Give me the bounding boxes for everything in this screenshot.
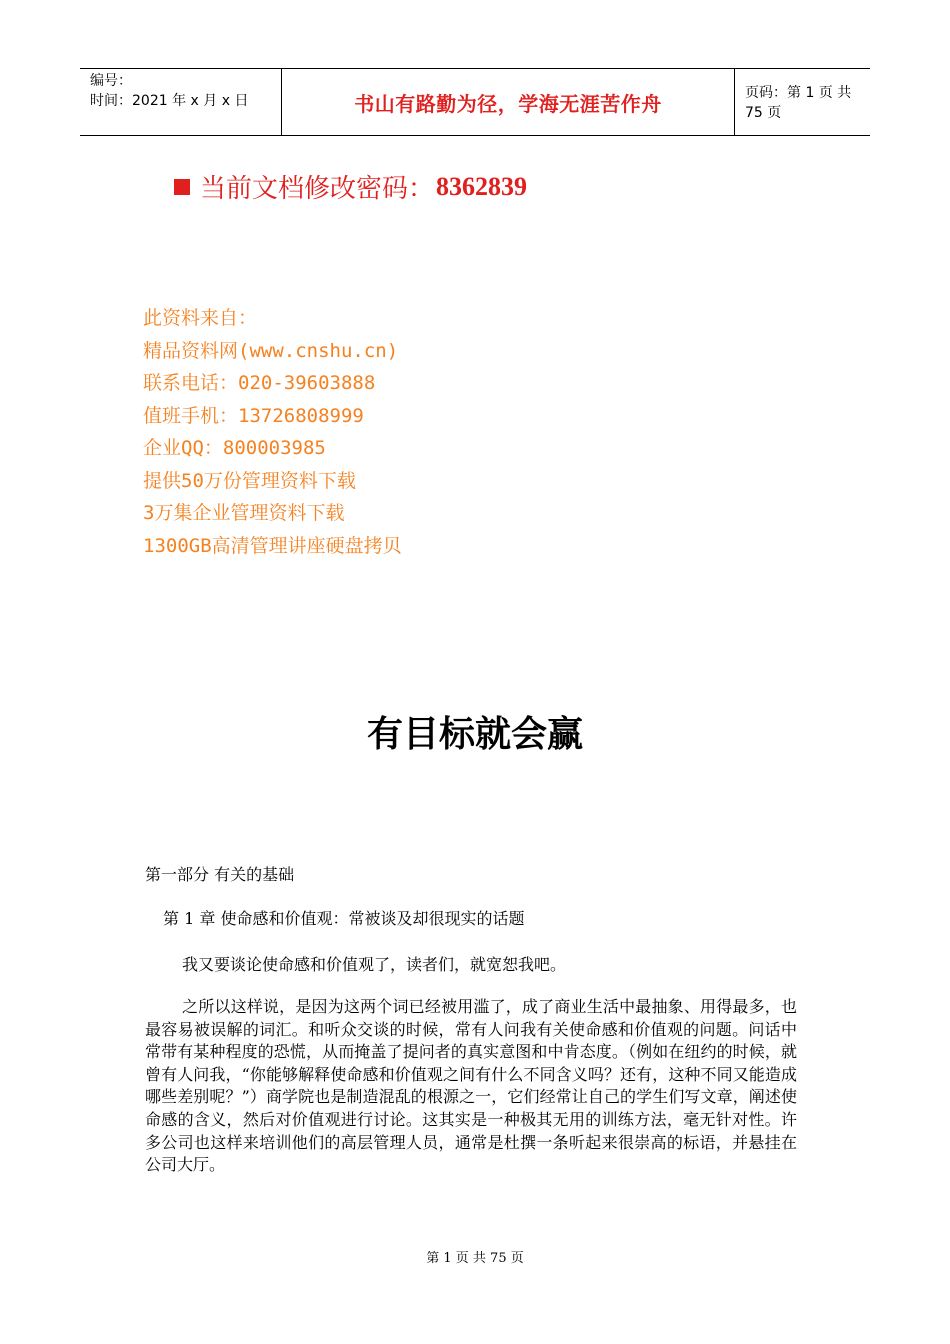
source-line: 提供50万份管理资料下载	[143, 469, 356, 492]
page-footer: 第 1 页 共 75 页	[426, 1251, 524, 1266]
source-line: 联系电话：020-39603888	[143, 372, 376, 394]
doc-title: 有目标就会赢	[366, 714, 583, 755]
part-heading: 第一部分 有关的基础	[145, 865, 295, 884]
header-table	[80, 68, 870, 136]
body-paragraph: 我又要谈论使命感和价值观了，读者们，就宽恕我吧。	[182, 955, 567, 974]
doc-time-label: 时间：2021 年 x 月 x 日	[90, 93, 249, 109]
password-label: 当前文档修改密码：	[200, 174, 435, 204]
password-line	[174, 168, 527, 205]
doc-number-label: 编号：	[90, 73, 132, 89]
password-code: 8362839	[436, 171, 528, 201]
body-paragraph: 之所以这样说，是因为这两个词已经被用滥了，成了商业生活中最抽象、用得最多，也最容易被误解的词汇。和听众交谈的时候，常有人问我有关使命感和价值观的问题。问话中常带有某种程度的恐慌，从而掩盖了提问者的真实意图和中肯态度。（例如在纽约的时候，就曾有人问我，“你能够解释使命感和价值观之间有什么不同含义吗？还有，这种不同又能造成哪些差别呢？”）商学院也是制造混乱的根源之一，它们经常让自己的学生们写文章，阐述使命感的含义，然后对价值观进行讨论。这其实是一种极其无用的训练方法，毫无针对性。许多公司也这样来培训他们的高层管理人员，通常是杜撰一条听起来很崇高的标语，并悬挂在公司大厅。	[145, 997, 797, 1175]
square-bullet-icon	[174, 179, 190, 195]
source-info-block	[143, 302, 402, 562]
header-page-cell	[735, 69, 870, 135]
header-motto-cell	[282, 69, 735, 135]
header-page-info: 页码：第 1 页 共 75 页	[745, 85, 852, 121]
source-line: 1300GB高清管理讲座硬盘拷贝	[143, 534, 402, 557]
chapter-heading: 第 1 章 使命感和价值观：常被谈及却很现实的话题	[163, 909, 525, 928]
header-motto: 书山有路勤为径，学海无涯苦作舟	[354, 91, 662, 116]
source-line: 此资料来自：	[143, 307, 258, 329]
source-line: 企业QQ：800003985	[143, 437, 326, 459]
header-meta-cell	[80, 69, 282, 135]
source-line: 精品资料网(www.cnshu.cn)	[143, 339, 399, 362]
source-line: 3万集企业管理资料下载	[143, 502, 345, 524]
source-line: 值班手机：13726808999	[143, 404, 364, 427]
